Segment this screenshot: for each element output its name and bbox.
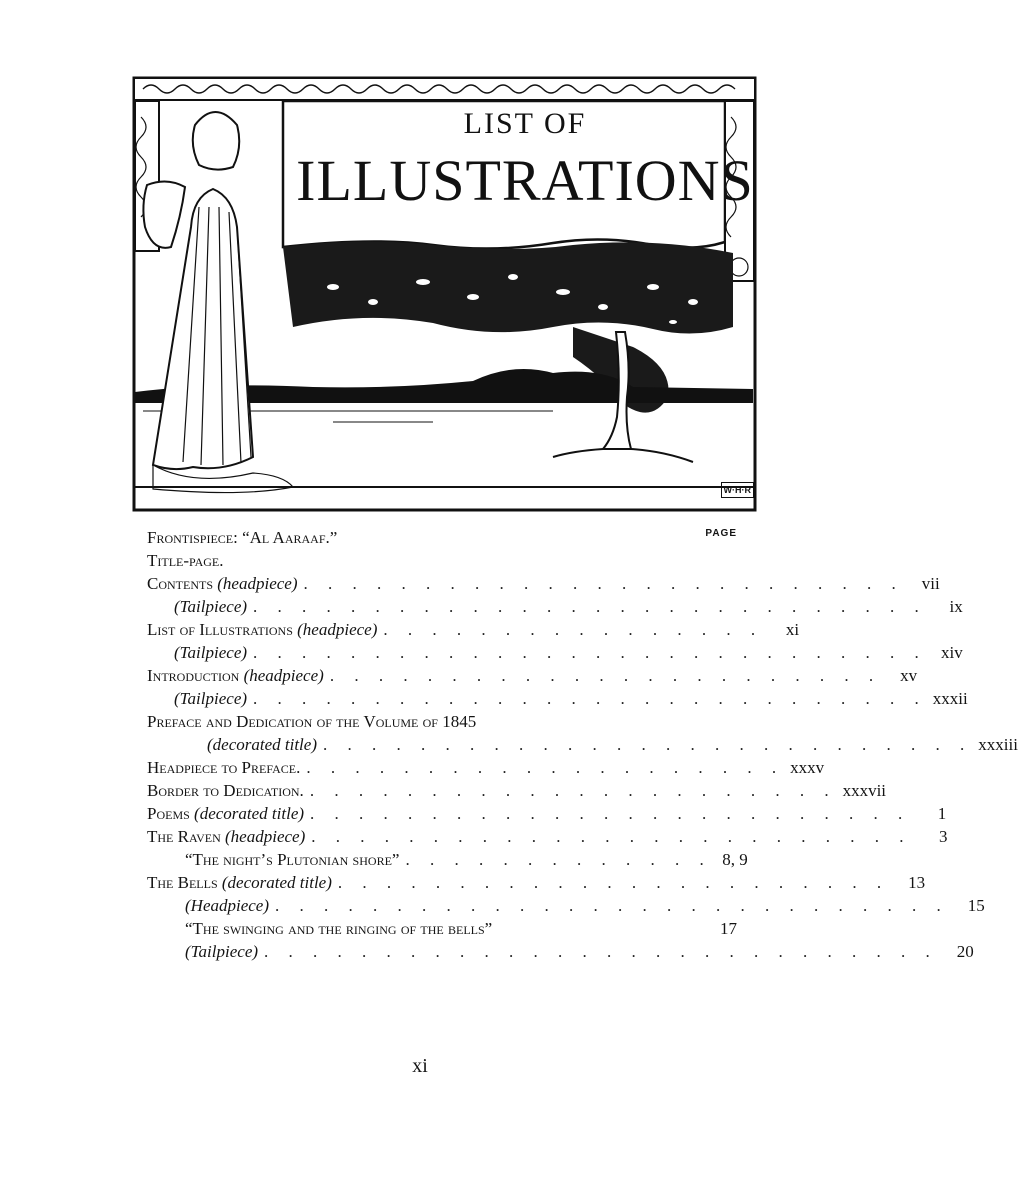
entry-page: 3 <box>939 827 948 846</box>
plate-title-line-1: LIST OF <box>463 107 587 140</box>
list-item <box>147 825 948 848</box>
list-item <box>147 595 963 618</box>
entry-label: Preface and Dedication of the Volume of 1845 <box>147 712 477 731</box>
list-item <box>147 940 974 963</box>
leader-dots: . . . . . . . . . . . . . . . . . . . . . . . . . . . . <box>253 597 927 616</box>
entry-page: xxxiii <box>978 735 1018 754</box>
entry-label: The Bells <box>147 873 218 892</box>
entry-label: “The night’s Plutonian shore” <box>185 850 400 869</box>
entry-page: 15 <box>967 896 985 915</box>
entry-note: (Tailpiece) <box>185 942 259 961</box>
entry-page: xxxii <box>932 689 968 708</box>
leader-dots: . . . . . . . . . . . . . . . . . . . . . . . . . <box>311 827 912 846</box>
entry-page: 1 <box>937 804 947 823</box>
leader-dots: . . . . . . . . . . . . . . . . . . . . . . . <box>329 666 882 685</box>
entry-page: vii <box>921 574 940 593</box>
list-item <box>147 802 947 825</box>
list-item <box>147 917 737 940</box>
list-item <box>147 618 800 641</box>
entry-label: Poems <box>147 804 190 823</box>
entry-page: xv <box>900 666 918 685</box>
list-item <box>147 894 985 917</box>
entry-note: (headpiece) <box>225 827 306 846</box>
entry-note: (headpiece) <box>217 574 298 593</box>
entry-label: List of Illustrations <box>147 620 293 639</box>
leader-dots: . . . . . . . . . . . . . . . . . . . . . . <box>309 781 837 800</box>
leader-dots: . . . . . . . . . . . . . . . . . . . . . . . . . <box>303 574 904 593</box>
entry-note: (Tailpiece) <box>174 597 248 616</box>
entry-note: (headpiece) <box>297 620 378 639</box>
leader-dots: . . . . . . . . . . . . . . . . . . . . . . . <box>337 873 890 892</box>
list-item <box>147 871 926 894</box>
leader-dots: . . . . . . . . . . . . . <box>405 850 712 869</box>
entry-page: 13 <box>908 873 926 892</box>
leader-dots: . . . . . . . . . . . . . . . . . . . . . . . . . . . . <box>264 942 938 961</box>
entry-note: (decorated title) <box>194 804 305 823</box>
entry-page: xxxv <box>790 758 825 777</box>
illustrations-list <box>147 526 1018 963</box>
leader-dots: . . . . . . . . . . . . . . . . . . . . . . . . . . . <box>323 735 973 754</box>
entry-label: Introduction <box>147 666 240 685</box>
page-number: xi <box>412 1055 428 1077</box>
entry-label: Border to Dedication. <box>147 781 304 800</box>
entry-note: (headpiece) <box>243 666 324 685</box>
list-item <box>147 664 918 687</box>
list-item <box>147 687 968 710</box>
plate-title-line-2: ILLUSTRATIONS <box>296 148 754 213</box>
entry-page: 8, 9 <box>722 850 748 869</box>
entry-page: 20 <box>956 942 974 961</box>
entry-page: xiv <box>941 643 963 662</box>
entry-note: (Headpiece) <box>185 896 270 915</box>
leader-dots: . . . . . . . . . . . . . . . . . . . . . . . . . . . . <box>275 896 949 915</box>
entry-page: xi <box>785 620 800 639</box>
entry-note: (Tailpiece) <box>174 689 248 708</box>
entry-note: (Tailpiece) <box>174 643 248 662</box>
list-item <box>147 779 887 802</box>
list-item <box>147 848 748 871</box>
entry-label: The Raven <box>147 827 221 846</box>
leader-dots: . . . . . . . . . . . . . . . . . . . . . . . . . . . . <box>253 643 927 662</box>
entry-label: Headpiece to Preface. <box>147 758 301 777</box>
list-item <box>147 756 825 779</box>
entry-label: “The swinging and the ringing of the bells” <box>185 919 493 938</box>
entry-page: ix <box>949 597 963 616</box>
leader-dots: . . . . . . . . . . . . . . . . <box>383 620 764 639</box>
entry-label: Frontispiece: “Al Aaraaf.” <box>147 528 338 547</box>
list-item <box>147 572 940 595</box>
leader-dots: . . . . . . . . . . . . . . . . . . . . . . . . . <box>310 804 911 823</box>
list-item <box>147 641 963 664</box>
entry-page: 17 <box>720 919 737 938</box>
leader-dots: . . . . . . . . . . . . . . . . . . . . . . . . . . . . <box>253 689 927 708</box>
list-item <box>147 549 737 572</box>
leader-dots: . . . . . . . . . . . . . . . . . . . . <box>306 758 785 777</box>
list-item <box>147 710 737 733</box>
list-item <box>147 526 737 549</box>
page-column-header: PAGE <box>705 528 737 539</box>
entry-page: xxxvii <box>842 781 887 800</box>
entry-label: Contents <box>147 574 214 593</box>
entry-note: (decorated title) <box>207 735 317 754</box>
artist-monogram: W·H·R <box>721 482 755 498</box>
decorative-headpiece-illustration <box>133 77 756 511</box>
entry-note: (decorated title) <box>221 873 332 892</box>
entry-label: Title-page. <box>147 551 224 570</box>
list-item <box>147 733 1018 756</box>
